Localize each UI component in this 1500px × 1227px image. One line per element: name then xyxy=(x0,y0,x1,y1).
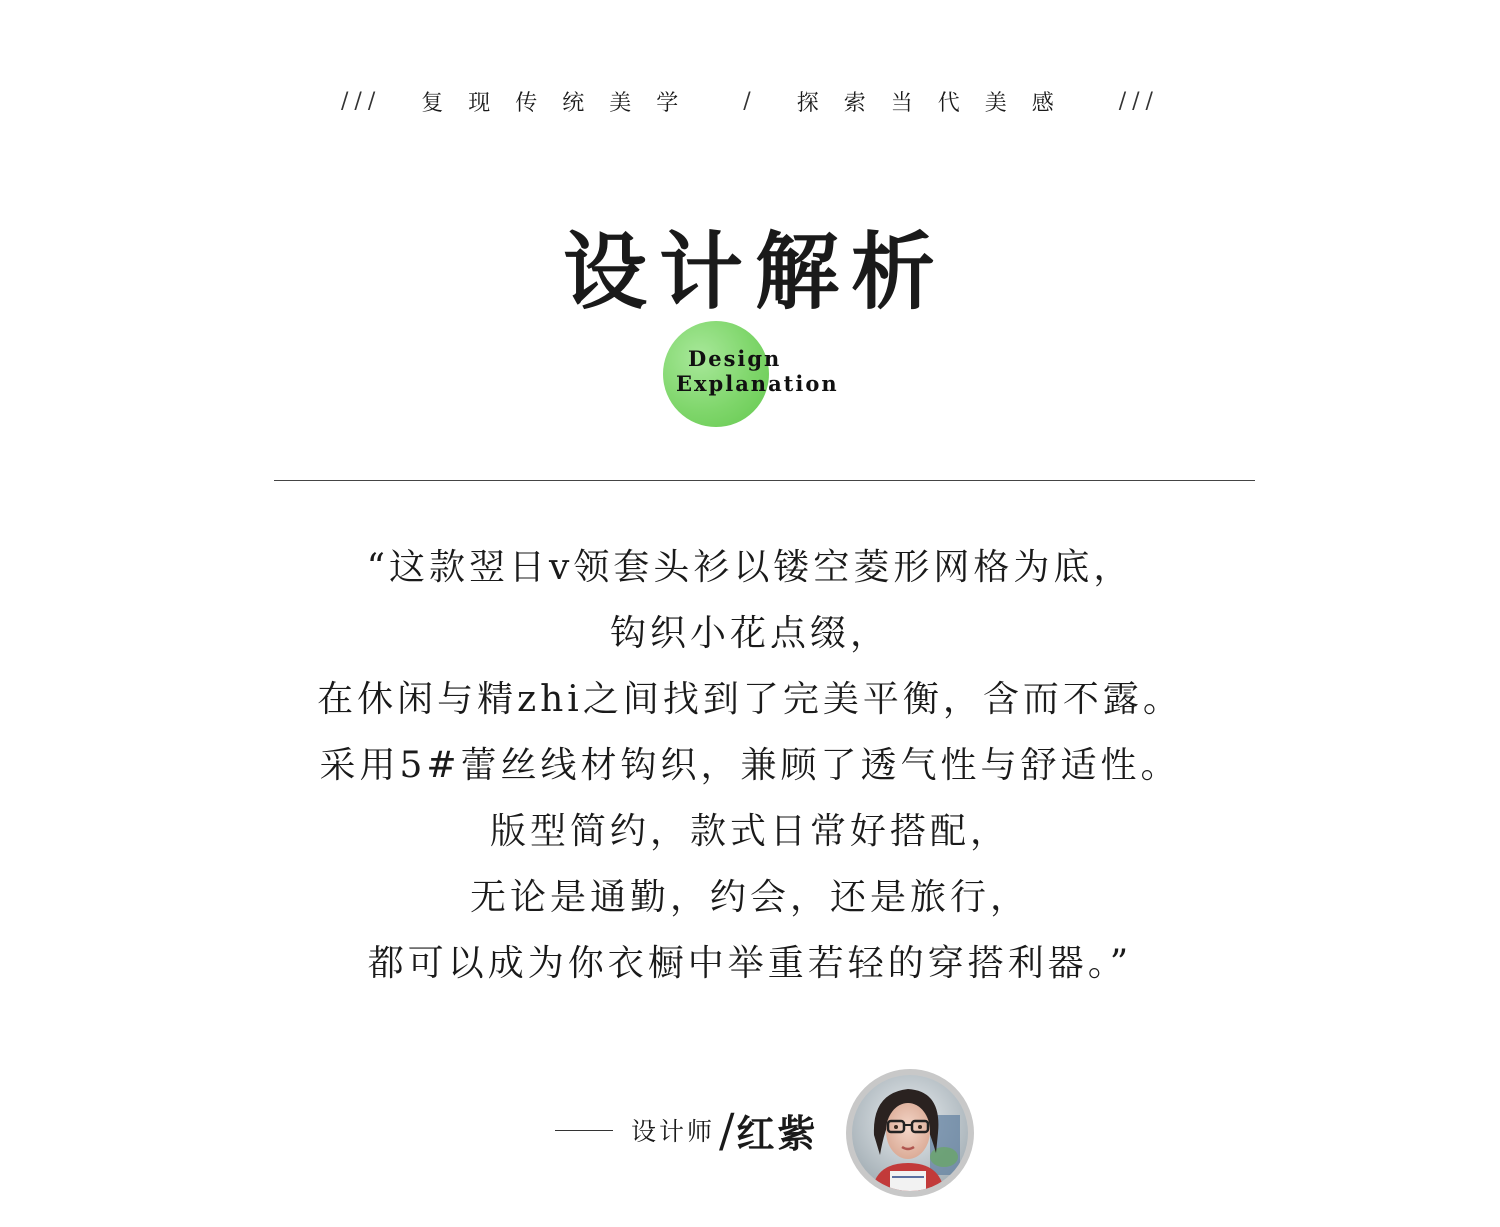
quote-line: 采用5#蕾丝线材钩织，兼顾了透气性与舒适性。 xyxy=(319,745,1181,786)
quote-line: 无论是通勤，约会，还是旅行， xyxy=(469,877,1030,918)
tagline-close-slashes: /// xyxy=(1118,89,1159,114)
avatar-portrait-icon xyxy=(852,1075,968,1191)
signature-dash xyxy=(555,1130,613,1131)
quote-line: 在休闲与精zhi之间找到了完美平衡，含而不露。 xyxy=(317,679,1183,720)
page-title: 设计解析 xyxy=(562,222,947,321)
section-divider xyxy=(274,480,1255,481)
subtitle xyxy=(676,346,839,396)
tagline-right-text: 探索当代美感 xyxy=(796,91,1079,116)
tagline-open-slashes: /// xyxy=(341,89,382,114)
signature xyxy=(555,1100,819,1160)
subtitle-line-1: Design xyxy=(688,346,782,371)
signature-separator: / xyxy=(719,1103,735,1157)
subtitle-line-2: Explanation xyxy=(676,371,839,396)
quote-line: “这款翌日v领套头衫以镂空菱形网格为底， xyxy=(366,547,1134,588)
tagline xyxy=(0,86,1500,117)
tagline-left-text: 复现传统美学 xyxy=(421,91,704,116)
tagline-mid-slash: / xyxy=(743,89,757,114)
avatar xyxy=(846,1069,974,1197)
quote-line: 钩织小花点缀， xyxy=(609,613,890,654)
quote-line: 都可以成为你衣橱中举重若轻的穿搭利器。” xyxy=(367,943,1133,984)
signature-role: 设计师 xyxy=(631,1117,716,1146)
quote-line: 版型简约，款式日常好搭配， xyxy=(489,811,1010,852)
signature-name: 红紫 xyxy=(736,1110,819,1156)
design-quote xyxy=(0,535,1500,997)
